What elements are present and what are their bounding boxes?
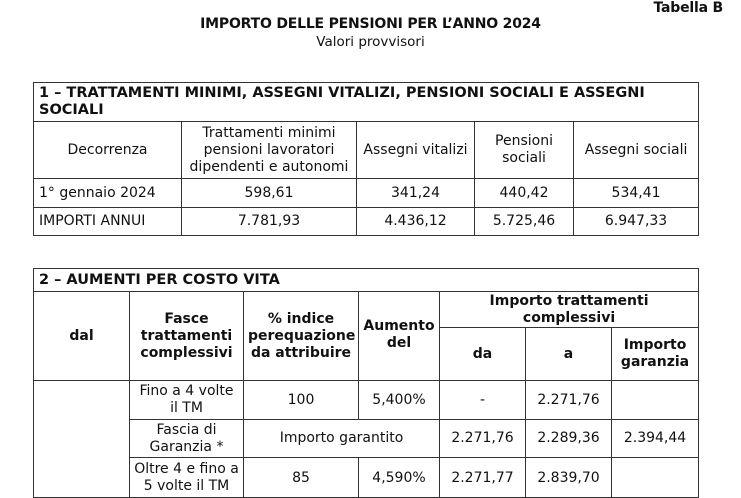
cell-indice: 100 (244, 381, 359, 420)
col-header-garanzia: Importo garanzia (612, 328, 699, 381)
table-row (34, 381, 699, 420)
cell-value: 341,24 (357, 179, 475, 208)
cell-dal (34, 381, 130, 498)
col-header-trattamenti-minimi: Trattamenti minimi pensioni lavoratori dipendenti e autonomi (182, 122, 357, 179)
cell-value: 598,61 (182, 179, 357, 208)
cell-da: - (440, 381, 526, 420)
row-label: 1° gennaio 2024 (34, 179, 182, 208)
col-header-aumento: Aumento del (359, 292, 440, 381)
col-header-pensioni-sociali: Pensioni sociali (475, 122, 574, 179)
cell-fascia: Fascia di Garanzia * (130, 420, 244, 458)
cell-da: 2.271,77 (440, 458, 526, 498)
cell-value: 534,41 (574, 179, 699, 208)
table-minimum-pensions (33, 82, 699, 236)
table-cost-of-living-increases (33, 268, 699, 498)
cell-value: 440,42 (475, 179, 574, 208)
col-header-assegni-vitalizi: Assegni vitalizi (357, 122, 475, 179)
col-header-assegni-sociali: Assegni sociali (574, 122, 699, 179)
col-header-indice: % indice perequazione da attribuire (244, 292, 359, 381)
cell-aumento: 5,400% (359, 381, 440, 420)
section-title: 1 – TRATTAMENTI MINIMI, ASSEGNI VITALIZI, PENSIONI SOCIALI E ASSEGNI SOCIALI (34, 83, 699, 122)
col-header-fasce: Fasce trattamenti complessivi (130, 292, 244, 381)
page-subtitle: Valori provvisori (316, 34, 425, 50)
table-row (34, 179, 699, 208)
cell-garanzia (612, 381, 699, 420)
table-row (34, 458, 699, 498)
table-label: Tabella B (653, 0, 723, 16)
cell-garanzia (612, 458, 699, 498)
cell-a: 2.289,36 (526, 420, 612, 458)
row-label: IMPORTI ANNUI (34, 208, 182, 236)
cell-garanzia: 2.394,44 (612, 420, 699, 458)
cell-da: 2.271,76 (440, 420, 526, 458)
cell-fascia: Fino a 4 volte il TM (130, 381, 244, 420)
cell-value: 4.436,12 (357, 208, 475, 236)
section-title: 2 – AUMENTI PER COSTO VITA (34, 269, 699, 292)
col-header-importo-group: Importo trattamenti complessivi (440, 292, 699, 328)
table-row (34, 420, 699, 458)
section-header-row (34, 269, 699, 292)
col-header-decorrenza: Decorrenza (34, 122, 182, 179)
col-header-a: a (526, 328, 612, 381)
col-header-dal: dal (34, 292, 130, 381)
cell-a: 2.839,70 (526, 458, 612, 498)
cell-indice: 85 (244, 458, 359, 498)
cell-a: 2.271,76 (526, 381, 612, 420)
page-title: IMPORTO DELLE PENSIONI PER L’ANNO 2024 (200, 16, 541, 32)
table-row (34, 208, 699, 236)
col-header-da: da (440, 328, 526, 381)
section-header-row (34, 83, 699, 122)
cell-value: 5.725,46 (475, 208, 574, 236)
cell-fascia: Oltre 4 e fino a 5 volte il TM (130, 458, 244, 498)
cell-value: 6.947,33 (574, 208, 699, 236)
cell-aumento: 4,590% (359, 458, 440, 498)
cell-value: 7.781,93 (182, 208, 357, 236)
cell-importo-garantito: Importo garantito (244, 420, 440, 458)
column-header-row (34, 292, 699, 328)
column-header-row (34, 122, 699, 179)
